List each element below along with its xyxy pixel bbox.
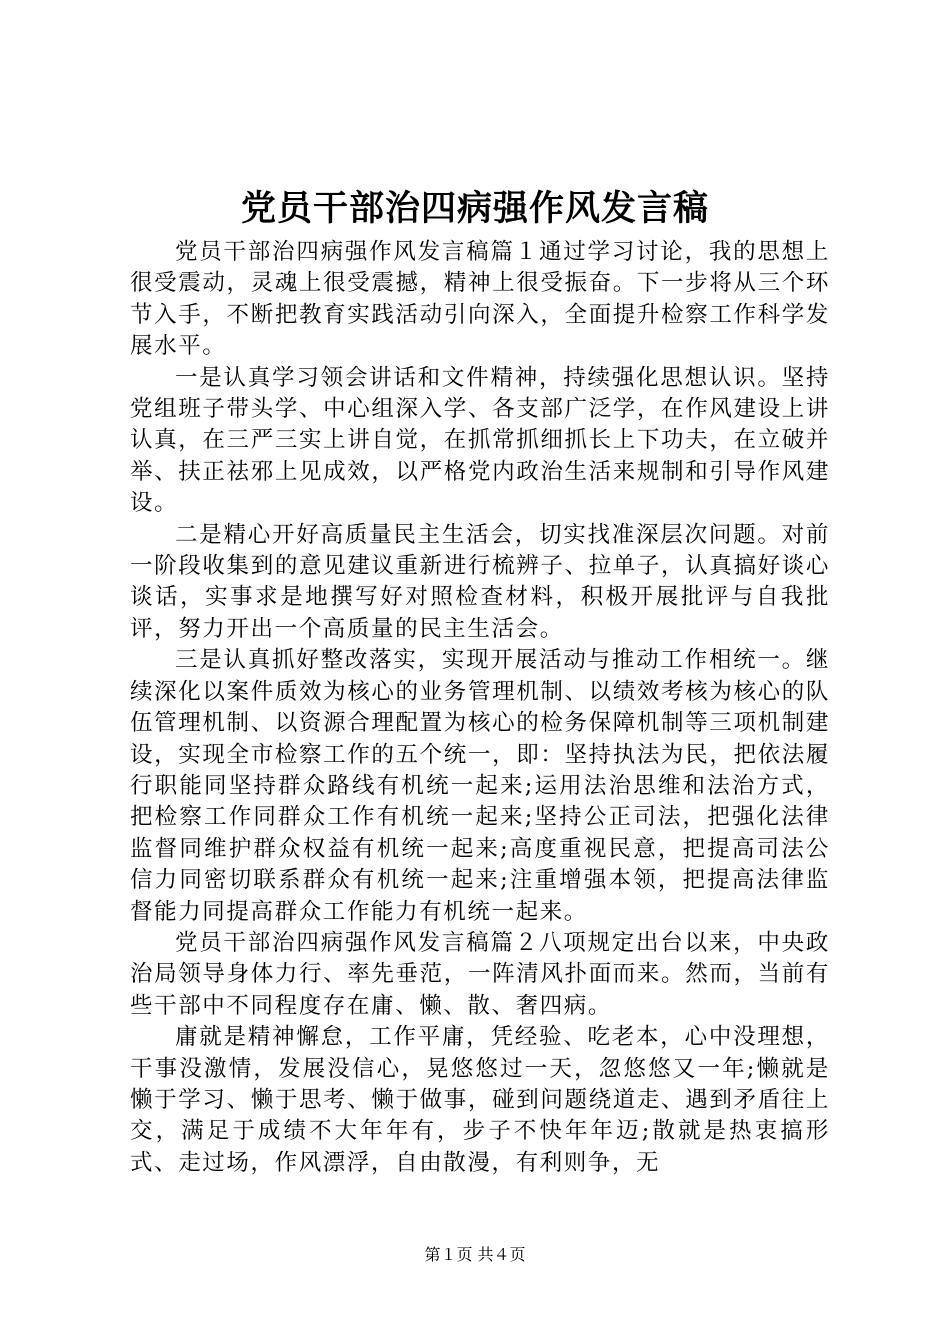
paragraph-1: 党员干部治四病强作风发言稿篇１通过学习讨论，我的思想上很受震动，灵魂上很受震撼，精神上很受振奋。下一步将从三个环节入手，不断把教育实践活动引向深入，全面提升检察工作科学发展水平。 bbox=[130, 239, 830, 360]
document-title: 党员干部治四病强作风发言稿 bbox=[240, 188, 709, 229]
paragraph-2: 一是认真学习领会讲话和文件精神，持续强化思想认识。坚持党组班子带头学、中心组深入学、各支部广泛学，在作风建设上讲认真，在三严三实上讲自觉，在抓常抓细抓长上下功夫，在立破并举、扶正祛邪上见成效，以严格党内政治生活来规制和引导作风建设。 bbox=[130, 364, 830, 517]
paragraph-4: 三是认真抓好整改落实，实现开展活动与推动工作相统一。继续深化以案件质效为核心的业务管理机制、以绩效考核为核心的队伍管理机制、以资源合理配置为核心的检务保障机制等三项机制建设，实现全市检察工作的五个统一，即：坚持执法为民，把依法履行职能同坚持群众路线有机统一起来;运用法治思维和法治方式，把检察工作同群众工作有机统一起来;坚持公正司法，把强化法律监督同维护群众权益有机统一起来;高度重视民意，把提高司法公信力同密切联系群众有机统一起来;注重增强本领，把提高法律监督能力同提高群众工作能力有机统一起来。 bbox=[130, 647, 830, 925]
paragraph-3: 二是精心开好高质量民主生活会，切实找准深层次问题。对前一阶段收集到的意见建议重新进行梳辨子、拉单子，认真搞好谈心谈话，实事求是地撰写好对照检查材料，积极开展批评与自我批评，努力开出一个高质量的民主生活会。 bbox=[130, 521, 830, 642]
paragraph-6: 庸就是精神懈怠，工作平庸，凭经验、吃老本，心中没理想，干事没激情，发展没信心，晃悠悠过一天，忽悠悠又一年;懒就是懒于学习、懒于思考、懒于做事，碰到问题绕道走、遇到矛盾往上交，满足于成绩不大年年有，步子不快年年迈;散就是热衷搞形式、走过场，作风漂浮，自由散漫，有利则争，无 bbox=[130, 1024, 830, 1176]
document-body bbox=[130, 237, 830, 1179]
page-footer: 第１页 共４页 bbox=[424, 1245, 526, 1264]
paragraph-5: 党员干部治四病强作风发言稿篇２八项规定出台以来，中央政治局领导身体力行、率先垂范，一阵清风扑面而来。然而，当前有些干部中不同程度存在庸、懒、散、奢四病。 bbox=[130, 929, 830, 1019]
